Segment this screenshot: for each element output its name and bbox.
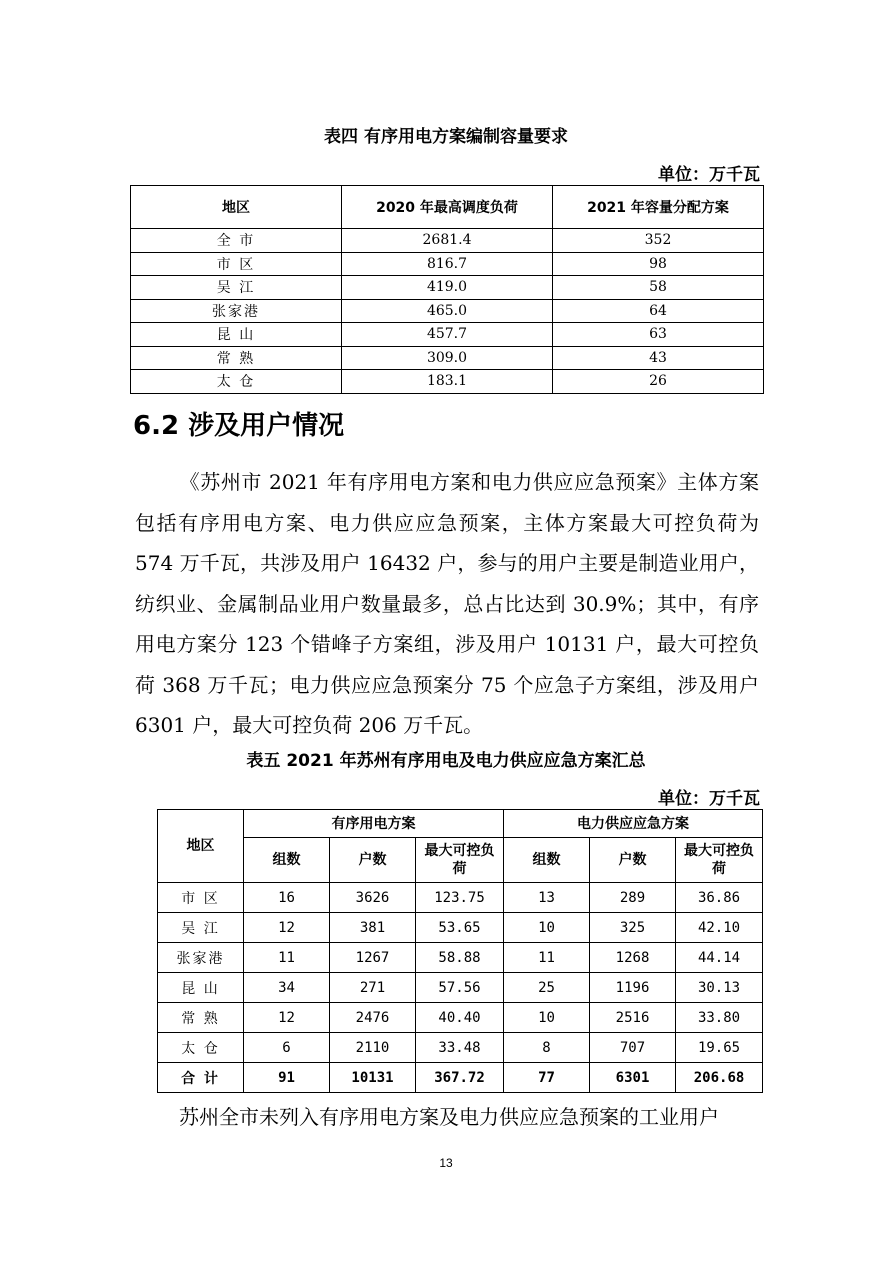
value-cell: 465.0: [342, 299, 553, 323]
value-cell: 57.56: [416, 973, 504, 1003]
value-cell: 13: [504, 883, 590, 913]
value-cell: 325: [590, 913, 676, 943]
value-cell: 10: [504, 913, 590, 943]
total-value-cell: 6301: [590, 1063, 676, 1093]
table4-unit: 单位：万千瓦: [658, 165, 760, 185]
table5-sub-header-row: [158, 838, 763, 883]
value-cell: 12: [244, 913, 330, 943]
value-cell: 1267: [330, 943, 416, 973]
region-cell: 市 区: [131, 252, 342, 276]
table-row: [131, 252, 764, 276]
value-cell: 63: [553, 323, 764, 347]
value-cell: 36.86: [676, 883, 763, 913]
region-cell: 常 熟: [158, 1003, 244, 1033]
value-cell: 2110: [330, 1033, 416, 1063]
value-cell: 271: [330, 973, 416, 1003]
value-cell: 419.0: [342, 276, 553, 300]
paragraph-text: 《苏州市 2021 年有序用电方案和电力供应应急预案》主体方案包括有序用电方案、电力供应应急预案，主体方案最大可控负荷为 574 万千瓦，共涉及用户 16432 户，参与的用户主要是制造业用户，纺织业、金属制品业用户数量最多，总占比达到 30.9%；其中，有序用电方案分 123 个错峰子方案组，涉及用户 10131 户，最大可控负荷 368 万千瓦；电力供应应急预案分 75 个应急子方案组，涉及用户 6301 户，最大可控负荷 206 万千瓦。: [135, 470, 759, 737]
value-cell: 707: [590, 1033, 676, 1063]
region-cell: 全 市: [131, 229, 342, 253]
value-cell: 6: [244, 1033, 330, 1063]
region-cell: 市 区: [158, 883, 244, 913]
value-cell: 8: [504, 1033, 590, 1063]
total-value-cell: 91: [244, 1063, 330, 1093]
table-row: [158, 913, 763, 943]
value-cell: 16: [244, 883, 330, 913]
total-value-cell: 206.68: [676, 1063, 763, 1093]
value-cell: 12: [244, 1003, 330, 1033]
table4-caption: 表四 有序用电方案编制容量要求: [324, 127, 568, 147]
value-cell: 33.80: [676, 1003, 763, 1033]
table4: [130, 185, 764, 394]
value-cell: 289: [590, 883, 676, 913]
value-cell: 98: [553, 252, 764, 276]
table-row: [158, 883, 763, 913]
tail-text: 苏州全市未列入有序用电方案及电力供应应急预案的工业用户: [179, 1105, 719, 1129]
value-cell: 26: [553, 370, 764, 394]
region-cell: 太 仓: [131, 370, 342, 394]
value-cell: 381: [330, 913, 416, 943]
region-cell: 常 熟: [131, 346, 342, 370]
table5-header-max-load: 最大可控负荷: [416, 838, 504, 883]
table-row: [131, 323, 764, 347]
table-row: [158, 973, 763, 1003]
value-cell: 40.40: [416, 1003, 504, 1033]
total-label-cell: 合 计: [158, 1063, 244, 1093]
table5-header-groups: 组数: [504, 838, 590, 883]
value-cell: 10: [504, 1003, 590, 1033]
table5-unit: 单位：万千瓦: [658, 789, 760, 809]
table4-header-2020-peak: 2020 年最高调度负荷: [342, 186, 553, 229]
value-cell: 3626: [330, 883, 416, 913]
tail-paragraph: [135, 1097, 759, 1137]
table-row: [131, 276, 764, 300]
table5-header-orderly: 有序用电方案: [244, 810, 504, 838]
value-cell: 42.10: [676, 913, 763, 943]
value-cell: 2516: [590, 1003, 676, 1033]
region-cell: 张家港: [158, 943, 244, 973]
value-cell: 30.13: [676, 973, 763, 1003]
total-value-cell: 367.72: [416, 1063, 504, 1093]
value-cell: 33.48: [416, 1033, 504, 1063]
table5-header-groups: 组数: [244, 838, 330, 883]
value-cell: 11: [504, 943, 590, 973]
value-cell: 457.7: [342, 323, 553, 347]
table-row: [131, 346, 764, 370]
table4-header-region: 地区: [131, 186, 342, 229]
table-row: [158, 943, 763, 973]
table-row: [131, 370, 764, 394]
total-value-cell: 10131: [330, 1063, 416, 1093]
table5-header-users: 户数: [330, 838, 416, 883]
table4-header-2021-capacity: 2021 年容量分配方案: [553, 186, 764, 229]
region-cell: 吴 江: [158, 913, 244, 943]
table5-header-emergency: 电力供应应急方案: [504, 810, 763, 838]
value-cell: 183.1: [342, 370, 553, 394]
table5-group-header-row: [158, 810, 763, 838]
value-cell: 34: [244, 973, 330, 1003]
table5: [157, 809, 763, 1093]
value-cell: 816.7: [342, 252, 553, 276]
value-cell: 2681.4: [342, 229, 553, 253]
total-value-cell: 77: [504, 1063, 590, 1093]
value-cell: 11: [244, 943, 330, 973]
region-cell: 昆 山: [131, 323, 342, 347]
value-cell: 1268: [590, 943, 676, 973]
table-row: [131, 299, 764, 323]
value-cell: 352: [553, 229, 764, 253]
value-cell: 1196: [590, 973, 676, 1003]
region-cell: 张家港: [131, 299, 342, 323]
table-row: [158, 1033, 763, 1063]
value-cell: 53.65: [416, 913, 504, 943]
value-cell: 44.14: [676, 943, 763, 973]
region-cell: 吴 江: [131, 276, 342, 300]
table5-header-region: 地区: [158, 810, 244, 883]
section-paragraph: [135, 462, 759, 746]
value-cell: 25: [504, 973, 590, 1003]
table5-caption: 表五 2021 年苏州有序用电及电力供应应急方案汇总: [246, 751, 646, 771]
value-cell: 2476: [330, 1003, 416, 1033]
table-row: [131, 229, 764, 253]
section-title: 6.2 涉及用户情况: [133, 411, 345, 441]
value-cell: 58.88: [416, 943, 504, 973]
region-cell: 太 仓: [158, 1033, 244, 1063]
value-cell: 309.0: [342, 346, 553, 370]
page-number: 13: [439, 1156, 453, 1170]
value-cell: 58: [553, 276, 764, 300]
value-cell: 43: [553, 346, 764, 370]
table4-header-row: [131, 186, 764, 229]
table5-header-users: 户数: [590, 838, 676, 883]
table-row: [158, 1003, 763, 1033]
value-cell: 64: [553, 299, 764, 323]
table5-header-max-load: 最大可控负荷: [676, 838, 763, 883]
value-cell: 19.65: [676, 1033, 763, 1063]
value-cell: 123.75: [416, 883, 504, 913]
table-total-row: [158, 1063, 763, 1093]
region-cell: 昆 山: [158, 973, 244, 1003]
